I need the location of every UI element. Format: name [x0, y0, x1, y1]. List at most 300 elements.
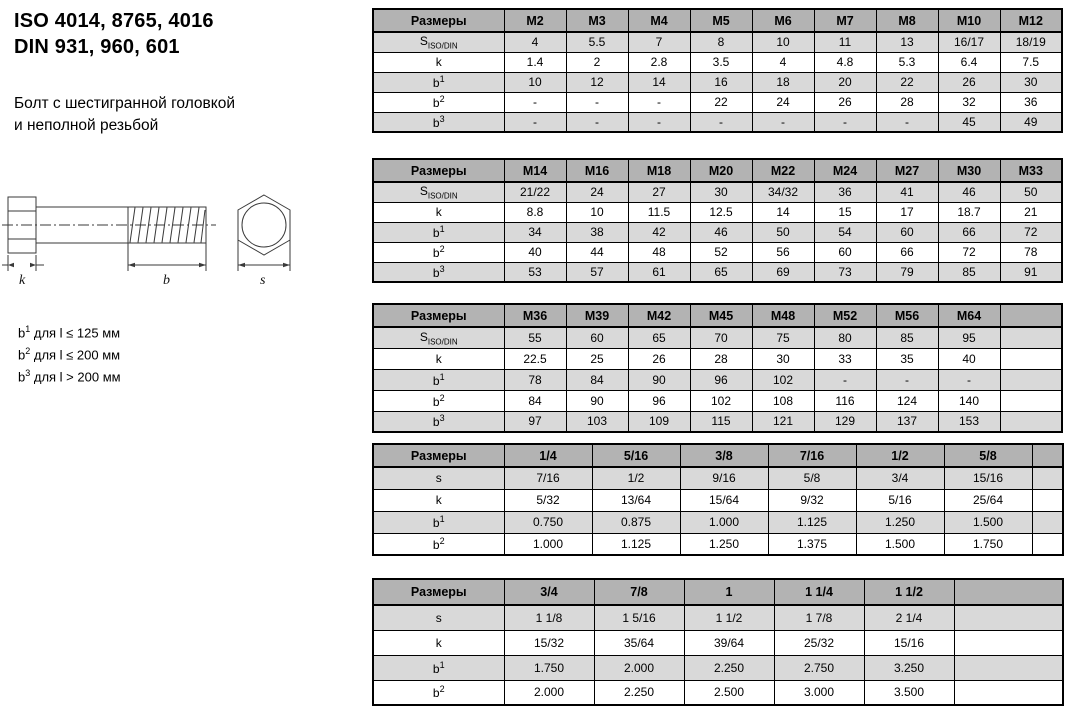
table-row	[373, 242, 1062, 262]
value-cell: 3.5	[690, 52, 752, 72]
dimension-label-k: k	[19, 273, 26, 288]
empty-header-cell	[1000, 304, 1062, 327]
value-cell: 30	[690, 182, 752, 202]
value-cell: 16	[690, 72, 752, 92]
value-cell: 40	[504, 242, 566, 262]
size-header-M27: M27	[876, 159, 938, 182]
size-header-M56: M56	[876, 304, 938, 327]
size-header-M8: M8	[876, 9, 938, 32]
dimension-table-3	[372, 303, 1063, 433]
value-cell: 70	[690, 327, 752, 348]
size-header-5-8: 5/8	[944, 444, 1032, 467]
value-cell: 48	[628, 242, 690, 262]
value-cell: 90	[628, 369, 690, 390]
value-cell: 84	[566, 369, 628, 390]
value-cell: 44	[566, 242, 628, 262]
value-cell: 52	[690, 242, 752, 262]
dimension-table-2	[372, 158, 1063, 283]
table-row	[373, 72, 1062, 92]
row-label: $S_{ISO/DIN}$	[373, 327, 504, 348]
footnotes	[18, 322, 121, 388]
size-header-M64: M64	[938, 304, 1000, 327]
document-title	[14, 8, 214, 60]
value-cell: 40	[938, 348, 1000, 369]
size-header-M3: M3	[566, 9, 628, 32]
row-label: $b^2$	[373, 390, 504, 411]
size-header-M7: M7	[814, 9, 876, 32]
value-cell: 1.000	[504, 533, 592, 555]
value-cell: 54	[814, 222, 876, 242]
value-cell: 45	[938, 112, 1000, 132]
value-cell: 18.7	[938, 202, 1000, 222]
value-cell: 15/64	[680, 489, 768, 511]
value-cell: 30	[752, 348, 814, 369]
value-cell: 11.5	[628, 202, 690, 222]
value-cell: 60	[814, 242, 876, 262]
value-cell: 26	[628, 348, 690, 369]
value-cell: 115	[690, 411, 752, 432]
bolt-side-view	[2, 197, 216, 288]
value-cell: 7	[628, 32, 690, 52]
value-cell: 90	[566, 390, 628, 411]
value-cell: 2.250	[594, 680, 684, 705]
dimension-b	[128, 243, 206, 288]
value-cell: -	[876, 112, 938, 132]
value-cell: 22.5	[504, 348, 566, 369]
size-header-M24: M24	[814, 159, 876, 182]
size-header-M30: M30	[938, 159, 1000, 182]
value-cell: 66	[938, 222, 1000, 242]
subtitle-line-2: и неполной резьбой	[14, 116, 159, 134]
size-header-M2: M2	[504, 9, 566, 32]
value-cell: 22	[690, 92, 752, 112]
dimension-table-5	[372, 578, 1064, 706]
value-cell: 96	[690, 369, 752, 390]
title-line-iso: ISO 4014, 8765, 4016	[14, 10, 214, 32]
table-row	[373, 655, 1063, 680]
dimension-label-s: s	[260, 273, 266, 288]
value-cell	[1000, 411, 1062, 432]
table-row	[373, 489, 1063, 511]
value-cell: 78	[1000, 242, 1062, 262]
footnote-b2: $b^2$ для l ≤ 200 мм	[18, 346, 121, 363]
value-cell: 36	[814, 182, 876, 202]
value-cell: 1 5/16	[594, 605, 684, 630]
table-row	[373, 182, 1062, 202]
table-row	[373, 630, 1063, 655]
value-cell: 2.000	[504, 680, 594, 705]
value-cell: 9/16	[680, 467, 768, 489]
value-cell: 14	[752, 202, 814, 222]
value-cell: 15	[814, 202, 876, 222]
value-cell: 78	[504, 369, 566, 390]
value-cell: 50	[752, 222, 814, 242]
size-header-1-1-4: 1 1/4	[774, 579, 864, 605]
value-cell: 129	[814, 411, 876, 432]
value-cell: 26	[938, 72, 1000, 92]
value-cell: 46	[938, 182, 1000, 202]
value-cell: 34	[504, 222, 566, 242]
value-cell: -	[814, 369, 876, 390]
hexagon-outline	[238, 195, 290, 255]
row-label: s	[373, 467, 504, 489]
value-cell: 79	[876, 262, 938, 282]
table-row	[373, 533, 1063, 555]
row-label: $b^3$	[373, 112, 504, 132]
value-cell: 85	[876, 327, 938, 348]
value-cell: 7.5	[1000, 52, 1062, 72]
value-cell: 27	[628, 182, 690, 202]
value-cell	[954, 630, 1063, 655]
value-cell: 38	[566, 222, 628, 242]
value-cell: 0.875	[592, 511, 680, 533]
size-column-header: Размеры	[373, 444, 504, 467]
value-cell	[1000, 390, 1062, 411]
table-row	[373, 112, 1062, 132]
row-label: $S_{ISO/DIN}$	[373, 182, 504, 202]
value-cell: 121	[752, 411, 814, 432]
value-cell: 137	[876, 411, 938, 432]
value-cell: 66	[876, 242, 938, 262]
value-cell: 28	[690, 348, 752, 369]
value-cell: -	[628, 112, 690, 132]
row-label: $b^2$	[373, 533, 504, 555]
size-header-1-1-2: 1 1/2	[864, 579, 954, 605]
value-cell: -	[504, 112, 566, 132]
value-cell: 124	[876, 390, 938, 411]
value-cell: 1.4	[504, 52, 566, 72]
size-header-7-8: 7/8	[594, 579, 684, 605]
value-cell: 4	[752, 52, 814, 72]
value-cell	[954, 655, 1063, 680]
size-column-header: Размеры	[373, 159, 504, 182]
value-cell: -	[566, 112, 628, 132]
size-header-5-16: 5/16	[592, 444, 680, 467]
value-cell: 7/16	[504, 467, 592, 489]
size-header-3-8: 3/8	[680, 444, 768, 467]
value-cell: 65	[628, 327, 690, 348]
row-label: $b^2$	[373, 92, 504, 112]
footnote-b3: $b^3$ для l > 200 мм	[18, 368, 121, 385]
value-cell: 18/19	[1000, 32, 1062, 52]
row-label: k	[373, 52, 504, 72]
document-subtitle	[14, 93, 235, 136]
value-cell: 95	[938, 327, 1000, 348]
value-cell: 20	[814, 72, 876, 92]
value-cell: -	[690, 112, 752, 132]
row-label: $b^3$	[373, 411, 504, 432]
value-cell	[954, 680, 1063, 705]
value-cell: 102	[690, 390, 752, 411]
value-cell: 24	[566, 182, 628, 202]
value-cell: 2.250	[684, 655, 774, 680]
row-label: $b^1$	[373, 369, 504, 390]
value-cell: 1.125	[592, 533, 680, 555]
value-cell: 69	[752, 262, 814, 282]
value-cell: 55	[504, 327, 566, 348]
value-cell: 1 1/8	[504, 605, 594, 630]
value-cell: 15/16	[944, 467, 1032, 489]
value-cell: 116	[814, 390, 876, 411]
value-cell: 91	[1000, 262, 1062, 282]
value-cell: 0.750	[504, 511, 592, 533]
value-cell: 28	[876, 92, 938, 112]
value-cell: -	[752, 112, 814, 132]
value-cell: 61	[628, 262, 690, 282]
value-cell: 57	[566, 262, 628, 282]
value-cell: 140	[938, 390, 1000, 411]
row-label: k	[373, 202, 504, 222]
size-header-M39: M39	[566, 304, 628, 327]
dimension-table-1	[372, 8, 1063, 133]
value-cell: 36	[1000, 92, 1062, 112]
value-cell: 25/32	[774, 630, 864, 655]
value-cell: 5/16	[856, 489, 944, 511]
value-cell: 1.125	[768, 511, 856, 533]
value-cell: 2.500	[684, 680, 774, 705]
value-cell: 1 7/8	[774, 605, 864, 630]
footnote-b1: $b^1$ для l ≤ 125 мм	[18, 324, 121, 341]
value-cell: 10	[504, 72, 566, 92]
empty-header-cell	[954, 579, 1063, 605]
value-cell: 41	[876, 182, 938, 202]
dimension-label-b: b	[163, 273, 170, 288]
row-label: $b^2$	[373, 242, 504, 262]
value-cell: 3/4	[856, 467, 944, 489]
size-header-1-2: 1/2	[856, 444, 944, 467]
value-cell: 2 1/4	[864, 605, 954, 630]
size-header-M6: M6	[752, 9, 814, 32]
size-column-header: Размеры	[373, 9, 504, 32]
value-cell: 25/64	[944, 489, 1032, 511]
value-cell: -	[628, 92, 690, 112]
table-row	[373, 390, 1062, 411]
value-cell: 5/8	[768, 467, 856, 489]
value-cell: 5.5	[566, 32, 628, 52]
value-cell: 73	[814, 262, 876, 282]
value-cell: 18	[752, 72, 814, 92]
value-cell: 5/32	[504, 489, 592, 511]
value-cell: 13/64	[592, 489, 680, 511]
value-cell: -	[566, 92, 628, 112]
value-cell: 4	[504, 32, 566, 52]
table-row	[373, 52, 1062, 72]
value-cell: 1.000	[680, 511, 768, 533]
value-cell: 8.8	[504, 202, 566, 222]
value-cell	[1032, 489, 1063, 511]
table-row	[373, 411, 1062, 432]
table-row	[373, 202, 1062, 222]
value-cell: 2	[566, 52, 628, 72]
value-cell: 1.500	[856, 533, 944, 555]
value-cell: 30	[1000, 72, 1062, 92]
value-cell: 39/64	[684, 630, 774, 655]
value-cell: 72	[1000, 222, 1062, 242]
value-cell	[1032, 467, 1063, 489]
value-cell: 12.5	[690, 202, 752, 222]
value-cell: 15/32	[504, 630, 594, 655]
value-cell: 2.8	[628, 52, 690, 72]
value-cell: 1/2	[592, 467, 680, 489]
value-cell: 2.000	[594, 655, 684, 680]
value-cell: 10	[566, 202, 628, 222]
table-row	[373, 605, 1063, 630]
value-cell: 32	[938, 92, 1000, 112]
value-cell: 3.500	[864, 680, 954, 705]
value-cell	[1032, 511, 1063, 533]
row-label: $b^1$	[373, 655, 504, 680]
table-row	[373, 369, 1062, 390]
value-cell	[954, 605, 1063, 630]
row-label: s	[373, 605, 504, 630]
value-cell: 34/32	[752, 182, 814, 202]
table-row	[373, 467, 1063, 489]
row-label: $S_{ISO/DIN}$	[373, 32, 504, 52]
value-cell: 50	[1000, 182, 1062, 202]
value-cell: 1.250	[856, 511, 944, 533]
size-header-M14: M14	[504, 159, 566, 182]
value-cell: 80	[814, 327, 876, 348]
value-cell: 60	[566, 327, 628, 348]
row-label: $b^1$	[373, 511, 504, 533]
value-cell: 1.750	[504, 655, 594, 680]
size-header-M33: M33	[1000, 159, 1062, 182]
row-label: k	[373, 348, 504, 369]
value-cell: 17	[876, 202, 938, 222]
value-cell: -	[876, 369, 938, 390]
value-cell: 8	[690, 32, 752, 52]
size-column-header: Размеры	[373, 579, 504, 605]
size-header-M22: M22	[752, 159, 814, 182]
value-cell: 9/32	[768, 489, 856, 511]
dimension-k	[2, 255, 44, 288]
dimension-table-4	[372, 443, 1064, 556]
value-cell: 102	[752, 369, 814, 390]
table-row	[373, 262, 1062, 282]
row-label: $b^1$	[373, 222, 504, 242]
size-header-M20: M20	[690, 159, 752, 182]
row-label: k	[373, 489, 504, 511]
value-cell: 12	[566, 72, 628, 92]
size-header-M4: M4	[628, 9, 690, 32]
size-header-7-16: 7/16	[768, 444, 856, 467]
value-cell	[1000, 327, 1062, 348]
value-cell	[1000, 348, 1062, 369]
value-cell: 10	[752, 32, 814, 52]
size-header-M5: M5	[690, 9, 752, 32]
value-cell: 21	[1000, 202, 1062, 222]
value-cell: 1.375	[768, 533, 856, 555]
value-cell: 16/17	[938, 32, 1000, 52]
value-cell: 24	[752, 92, 814, 112]
row-label: $b^1$	[373, 72, 504, 92]
value-cell: 42	[628, 222, 690, 242]
value-cell: 53	[504, 262, 566, 282]
technical-drawing	[2, 192, 332, 304]
value-cell: 14	[628, 72, 690, 92]
value-cell: 85	[938, 262, 1000, 282]
row-label: $b^2$	[373, 680, 504, 705]
value-cell: 60	[876, 222, 938, 242]
bolt-end-view	[238, 195, 290, 288]
size-header-1-4: 1/4	[504, 444, 592, 467]
value-cell: 21/22	[504, 182, 566, 202]
table-row	[373, 327, 1062, 348]
row-label: $b^3$	[373, 262, 504, 282]
size-header-M48: M48	[752, 304, 814, 327]
value-cell: 49	[1000, 112, 1062, 132]
value-cell	[1032, 533, 1063, 555]
value-cell: 46	[690, 222, 752, 242]
value-cell: 1 1/2	[684, 605, 774, 630]
table-row	[373, 32, 1062, 52]
table-row	[373, 222, 1062, 242]
subtitle-line-1: Болт с шестигранной головкой	[14, 95, 236, 112]
value-cell: -	[814, 112, 876, 132]
table-row	[373, 680, 1063, 705]
size-header-M16: M16	[566, 159, 628, 182]
size-header-3-4: 3/4	[504, 579, 594, 605]
value-cell: 15/16	[864, 630, 954, 655]
value-cell: 33	[814, 348, 876, 369]
value-cell: 96	[628, 390, 690, 411]
table-row	[373, 92, 1062, 112]
size-header-M10: M10	[938, 9, 1000, 32]
value-cell: 6.4	[938, 52, 1000, 72]
value-cell: 35/64	[594, 630, 684, 655]
value-cell: 25	[566, 348, 628, 369]
value-cell: 109	[628, 411, 690, 432]
size-header-1: 1	[684, 579, 774, 605]
value-cell: 65	[690, 262, 752, 282]
value-cell: 3.250	[864, 655, 954, 680]
title-line-din: DIN 931, 960, 601	[14, 36, 180, 58]
value-cell: -	[938, 369, 1000, 390]
table-row	[373, 348, 1062, 369]
value-cell: 1.250	[680, 533, 768, 555]
value-cell	[1000, 369, 1062, 390]
value-cell: 13	[876, 32, 938, 52]
value-cell: 84	[504, 390, 566, 411]
row-label: k	[373, 630, 504, 655]
value-cell: -	[504, 92, 566, 112]
value-cell: 35	[876, 348, 938, 369]
value-cell: 1.750	[944, 533, 1032, 555]
value-cell: 26	[814, 92, 876, 112]
value-cell: 1.500	[944, 511, 1032, 533]
size-header-M12: M12	[1000, 9, 1062, 32]
value-cell: 72	[938, 242, 1000, 262]
value-cell: 97	[504, 411, 566, 432]
value-cell: 11	[814, 32, 876, 52]
value-cell: 153	[938, 411, 1000, 432]
dimension-tables	[372, 0, 1063, 720]
empty-header-cell	[1032, 444, 1063, 467]
value-cell: 103	[566, 411, 628, 432]
value-cell: 22	[876, 72, 938, 92]
value-cell: 2.750	[774, 655, 864, 680]
value-cell: 75	[752, 327, 814, 348]
size-header-M36: M36	[504, 304, 566, 327]
size-header-M42: M42	[628, 304, 690, 327]
size-header-M18: M18	[628, 159, 690, 182]
table-row	[373, 511, 1063, 533]
size-column-header: Размеры	[373, 304, 504, 327]
size-header-M52: M52	[814, 304, 876, 327]
value-cell: 108	[752, 390, 814, 411]
value-cell: 56	[752, 242, 814, 262]
value-cell: 5.3	[876, 52, 938, 72]
